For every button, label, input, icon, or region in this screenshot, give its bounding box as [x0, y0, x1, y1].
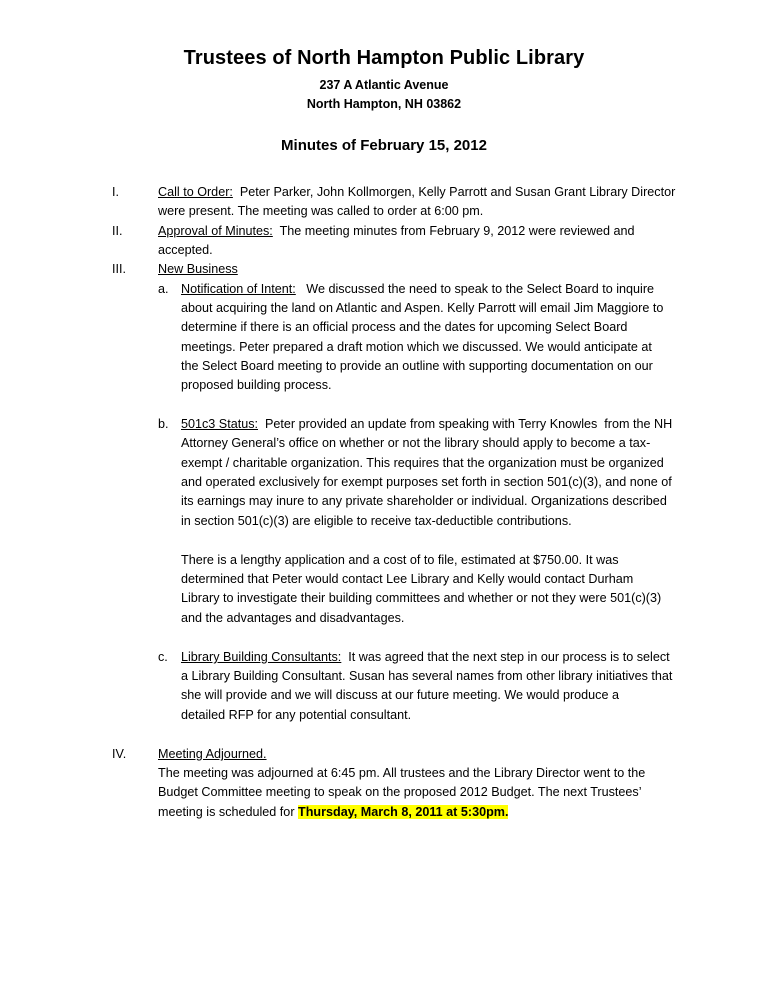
next-meeting-date-highlight: Thursday, March 8, 2011 at 5:30pm. [298, 805, 509, 819]
item-c-heading: Library Building Consultants: [181, 650, 342, 664]
section-1-text: Peter Parker, John Kollmorgen, Kelly Parrott and Susan Grant Library Director [232, 185, 676, 199]
item-b-line-4: and operated exclusively for exempt purposes set forth in section 501(c)(3), and none of [181, 475, 672, 489]
section-1-heading: Call to Order: [158, 185, 233, 199]
section-3-heading [158, 260, 238, 279]
item-a-line-3: determine if there is an official process and the dates for upcoming Select Board [181, 320, 628, 334]
section-2-heading: Approval of Minutes: [158, 224, 273, 238]
item-b-para2-line-3: Library to investigate their building committees and whether or not they were 501(c)(3) [181, 591, 662, 605]
item-c-line-1 [181, 648, 670, 667]
item-c-letter: c. [158, 650, 168, 664]
section-1-line-1 [158, 183, 675, 202]
item-a-line-5: the Select Board meeting to provide an outline with supporting documentation on our [181, 359, 653, 373]
section-3-heading-text: New Business [158, 262, 238, 276]
item-b-para2-line-2: determined that Peter would contact Lee Library and Kelly would contact Durham [181, 572, 634, 586]
section-4-line-2: Budget Committee meeting to speak on the proposed 2012 Budget. The next Trustees’ [158, 785, 642, 799]
section-4-numeral: IV. [112, 747, 127, 761]
item-a-line-6: proposed building process. [181, 378, 332, 392]
section-4-line-1: The meeting was adjourned at 6:45 pm. All trustees and the Library Director went to the [158, 766, 646, 780]
section-1-numeral: I. [112, 185, 119, 199]
item-a-letter: a. [158, 282, 169, 296]
item-b-para2-line-1: There is a lengthy application and a cost of to file, estimated at $750.00. It was [181, 553, 619, 567]
address-line-1: 237 A Atlantic Avenue [319, 78, 449, 92]
item-b-text: Peter provided an update from speaking with Terry Knowles from the NH [258, 417, 673, 431]
section-2-numeral: II. [112, 224, 123, 238]
document-title: Trustees of North Hampton Public Library [183, 47, 585, 69]
section-4-heading-text: Meeting Adjourned. [158, 747, 267, 761]
item-a-line-1 [181, 280, 654, 299]
item-b-letter: b. [158, 417, 169, 431]
item-a-heading: Notification of Intent: [181, 282, 296, 296]
item-b-para2-line-4: and the advantages and disadvantages. [181, 611, 405, 625]
section-2-text: The meeting minutes from February 9, 2012 were reviewed and [272, 224, 635, 238]
item-c-line-2: a Library Building Consultant. Susan has several names from other library initiatives that [181, 669, 673, 683]
item-b-line-5: its earnings may inure to any private shareholder or individual. Organizations described [181, 494, 667, 508]
item-a-text: We discussed the need to speak to the Select Board to inquire [295, 282, 655, 296]
item-c-line-3: she will provide and we will discuss at our future meeting. We would produce a [181, 688, 619, 702]
item-b-line-1 [181, 415, 672, 434]
section-3-numeral: III. [112, 262, 126, 276]
section-1-line-2: were present. The meeting was called to order at 6:00 pm. [158, 204, 484, 218]
section-4-line-3 [158, 803, 508, 822]
item-b-heading: 501c3 Status: [181, 417, 259, 431]
section-4-heading [158, 745, 267, 764]
item-c-line-4: detailed RFP for any potential consultant. [181, 708, 412, 722]
item-b-line-6: in section 501(c)(3) are eligible to receive tax-deductible contributions. [181, 514, 572, 528]
item-b-line-3: exempt / charitable organization. This requires that the organization must be organized [181, 456, 664, 470]
section-2-line-1 [158, 222, 634, 241]
item-a-line-2: about acquiring the land on Atlantic and Aspen. Kelly Parrott will email Jim Maggiore to [181, 301, 664, 315]
item-b-line-2: Attorney General’s office on whether or not the library should apply to become a tax- [181, 436, 651, 450]
next-meeting-prefix: meeting is scheduled for [158, 805, 299, 819]
address-line-2: North Hampton, NH 03862 [306, 97, 462, 111]
item-c-text: It was agreed that the next step in our process is to select [341, 650, 670, 664]
item-a-line-4: meetings. Peter prepared a draft motion which we discussed. We would anticipate at [181, 340, 652, 354]
section-2-line-2: accepted. [158, 243, 213, 257]
minutes-date-heading: Minutes of February 15, 2012 [281, 137, 487, 154]
